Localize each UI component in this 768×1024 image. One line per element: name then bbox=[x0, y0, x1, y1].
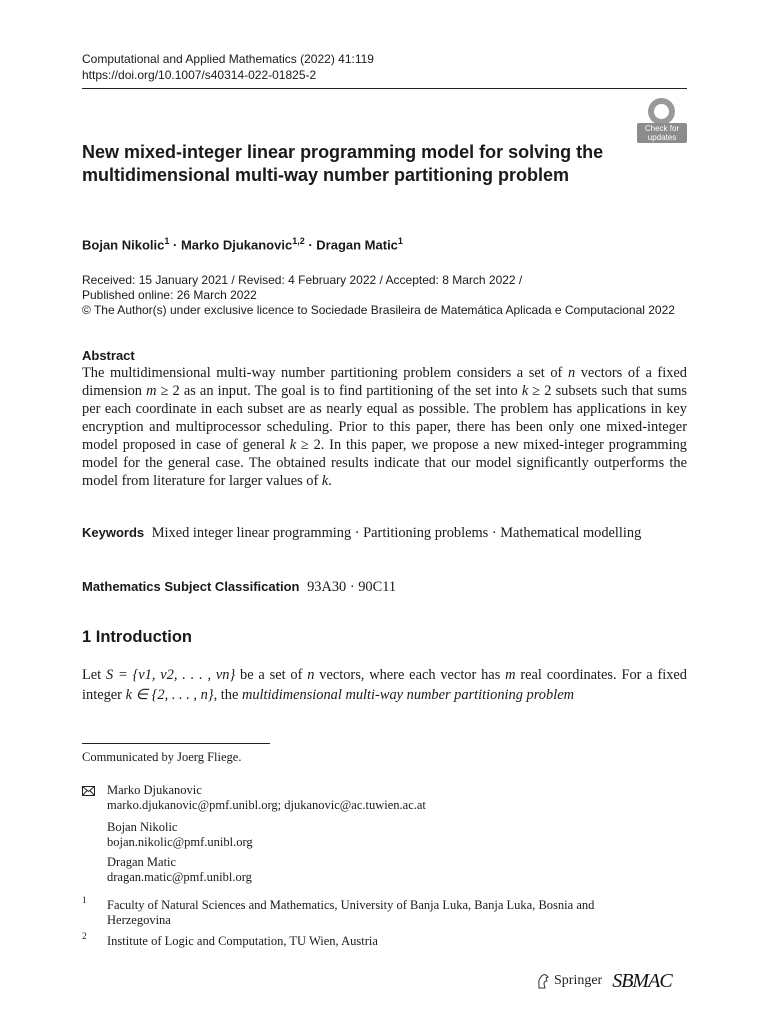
contact-name: Dragan Matic bbox=[107, 855, 177, 869]
intro-text-segment: , the bbox=[213, 687, 242, 703]
contact-entry bbox=[107, 783, 426, 813]
journal-header bbox=[82, 51, 374, 83]
publication-dates bbox=[82, 273, 692, 318]
math-variable: n bbox=[307, 667, 315, 683]
dates-line: Published online: 26 March 2022 bbox=[82, 288, 257, 302]
author-list bbox=[82, 232, 403, 254]
sbmac-logo: SBMAC bbox=[612, 969, 672, 992]
msc-codes: 93A30 · 90C11 bbox=[307, 579, 397, 595]
math-expression: S = {v1, v2, . . . , vn} bbox=[106, 667, 236, 683]
keywords-label: Keywords bbox=[82, 525, 145, 540]
math-variable: k bbox=[321, 473, 329, 489]
contact-email[interactable]: dragan.matic@pmf.unibl.org bbox=[107, 870, 252, 884]
author-affiliation-mark: 1 bbox=[164, 236, 170, 246]
affiliation-number: 1 bbox=[82, 896, 87, 906]
communicated-by: Communicated by Joerg Fliege. bbox=[82, 750, 242, 764]
affiliation-entry bbox=[107, 898, 682, 928]
abstract-text-segment: . bbox=[328, 473, 332, 489]
abstract-body bbox=[82, 364, 687, 490]
springer-horse-icon bbox=[536, 973, 550, 989]
contact-email[interactable]: bojan.nikolic@pmf.unibl.org bbox=[107, 835, 253, 849]
abstract-heading: Abstract bbox=[82, 348, 135, 363]
affiliation-line: Herzegovina bbox=[107, 913, 171, 927]
intro-text-segment: real coordinates. For a fixed integer bbox=[82, 667, 688, 703]
intro-text-segment: be a set of bbox=[235, 667, 308, 683]
author-name: Marko Djukanovic bbox=[180, 237, 293, 253]
paper-title: New mixed-integer linear programming model for solving the multidimensional multi-way number partitioning problem bbox=[82, 142, 604, 185]
msc-label: Mathematics Subject Classification bbox=[82, 579, 300, 594]
contact-name: Marko Djukanovic bbox=[107, 783, 202, 797]
check-updates-icon bbox=[648, 98, 675, 125]
math-variable: m bbox=[146, 383, 157, 399]
springer-logo-text: Springer bbox=[554, 973, 603, 988]
abstract-text-segment: ≥ 2. In this paper, we propose a new mixed-integer programming model for the general case. The obtained results indicate that our model significantly outperforms the model from literature for larger values of bbox=[82, 437, 687, 489]
footnote-rule bbox=[82, 743, 270, 744]
keywords-text: Mixed integer linear programming · Partitioning problems · Mathematical modelling bbox=[151, 525, 642, 541]
abstract-text-segment: ≥ 2 subsets such that sums per each coordinate in each subset are as nearly equal as possible. The problem has applications in key encryption and multiprocessor scheduling. Prior to this paper, there has been only one mixed-integer model proposed in case of general bbox=[82, 383, 687, 453]
keywords bbox=[82, 524, 687, 542]
intro-text-segment: Let bbox=[82, 667, 106, 683]
author-name: Bojan Nikolic bbox=[82, 237, 165, 253]
affiliation-line: Faculty of Natural Sciences and Mathematics, University of Banja Luka, Banja Luka, Bosnia and bbox=[107, 898, 595, 912]
abstract-text-segment: The multidimensional multi-way number partitioning problem considers a set of bbox=[82, 365, 568, 381]
intro-text-segment: vectors, where each vector has bbox=[314, 667, 506, 683]
subject-classification bbox=[82, 578, 396, 596]
header-rule bbox=[82, 88, 687, 89]
abstract-text-segment: vectors of a fixed dimension bbox=[82, 365, 687, 399]
copyright-line: © The Author(s) under exclusive licence to Sociedade Brasileira de Matemática Aplicada e Computacional 2022 bbox=[82, 303, 675, 317]
math-variable: k bbox=[521, 383, 529, 399]
contact-name: Bojan Nikolic bbox=[107, 820, 178, 834]
author-affiliation-mark: 1 bbox=[397, 236, 403, 246]
emphasized-term: multidimensional multi-way number partitioning problem bbox=[241, 687, 574, 703]
dates-line: Received: 15 January 2021 / Revised: 4 February 2022 / Accepted: 8 March 2022 / bbox=[82, 273, 523, 287]
section-heading-introduction: 1 Introduction bbox=[82, 628, 192, 646]
doi-link[interactable]: https://doi.org/10.1007/s40314-022-01825-2 bbox=[82, 68, 317, 82]
envelope-icon bbox=[82, 786, 95, 796]
contact-entry bbox=[107, 820, 253, 850]
publisher-logos bbox=[536, 970, 672, 992]
badge-line1: Check for bbox=[644, 124, 680, 133]
math-variable: m bbox=[505, 667, 516, 683]
affiliation-number: 2 bbox=[82, 932, 87, 942]
author-affiliation-mark: 1,2 bbox=[292, 236, 305, 246]
affiliation-entry bbox=[107, 934, 682, 949]
contact-email[interactable]: marko.djukanovic@pmf.unibl.org; djukanovic@ac.tuwien.ac.at bbox=[107, 798, 426, 812]
author-name: Dragan Matic bbox=[316, 237, 398, 253]
introduction-body bbox=[82, 665, 687, 705]
abstract-text-segment: ≥ 2 as an input. The goal is to find partitioning of the set into bbox=[156, 383, 522, 399]
check-for-updates-badge[interactable] bbox=[637, 98, 687, 144]
badge-line2: updates bbox=[647, 133, 677, 142]
math-expression: k ∈ {2, . . . , n} bbox=[125, 687, 214, 703]
math-variable: n bbox=[567, 365, 576, 381]
affiliation-line: Institute of Logic and Computation, TU Wien, Austria bbox=[107, 934, 378, 948]
journal-citation: Computational and Applied Mathematics (2022) 41:119 bbox=[82, 52, 374, 66]
contact-entry bbox=[107, 855, 252, 885]
math-variable: k bbox=[289, 437, 297, 453]
author-separator: · bbox=[304, 237, 317, 253]
author-separator: · bbox=[169, 237, 181, 253]
